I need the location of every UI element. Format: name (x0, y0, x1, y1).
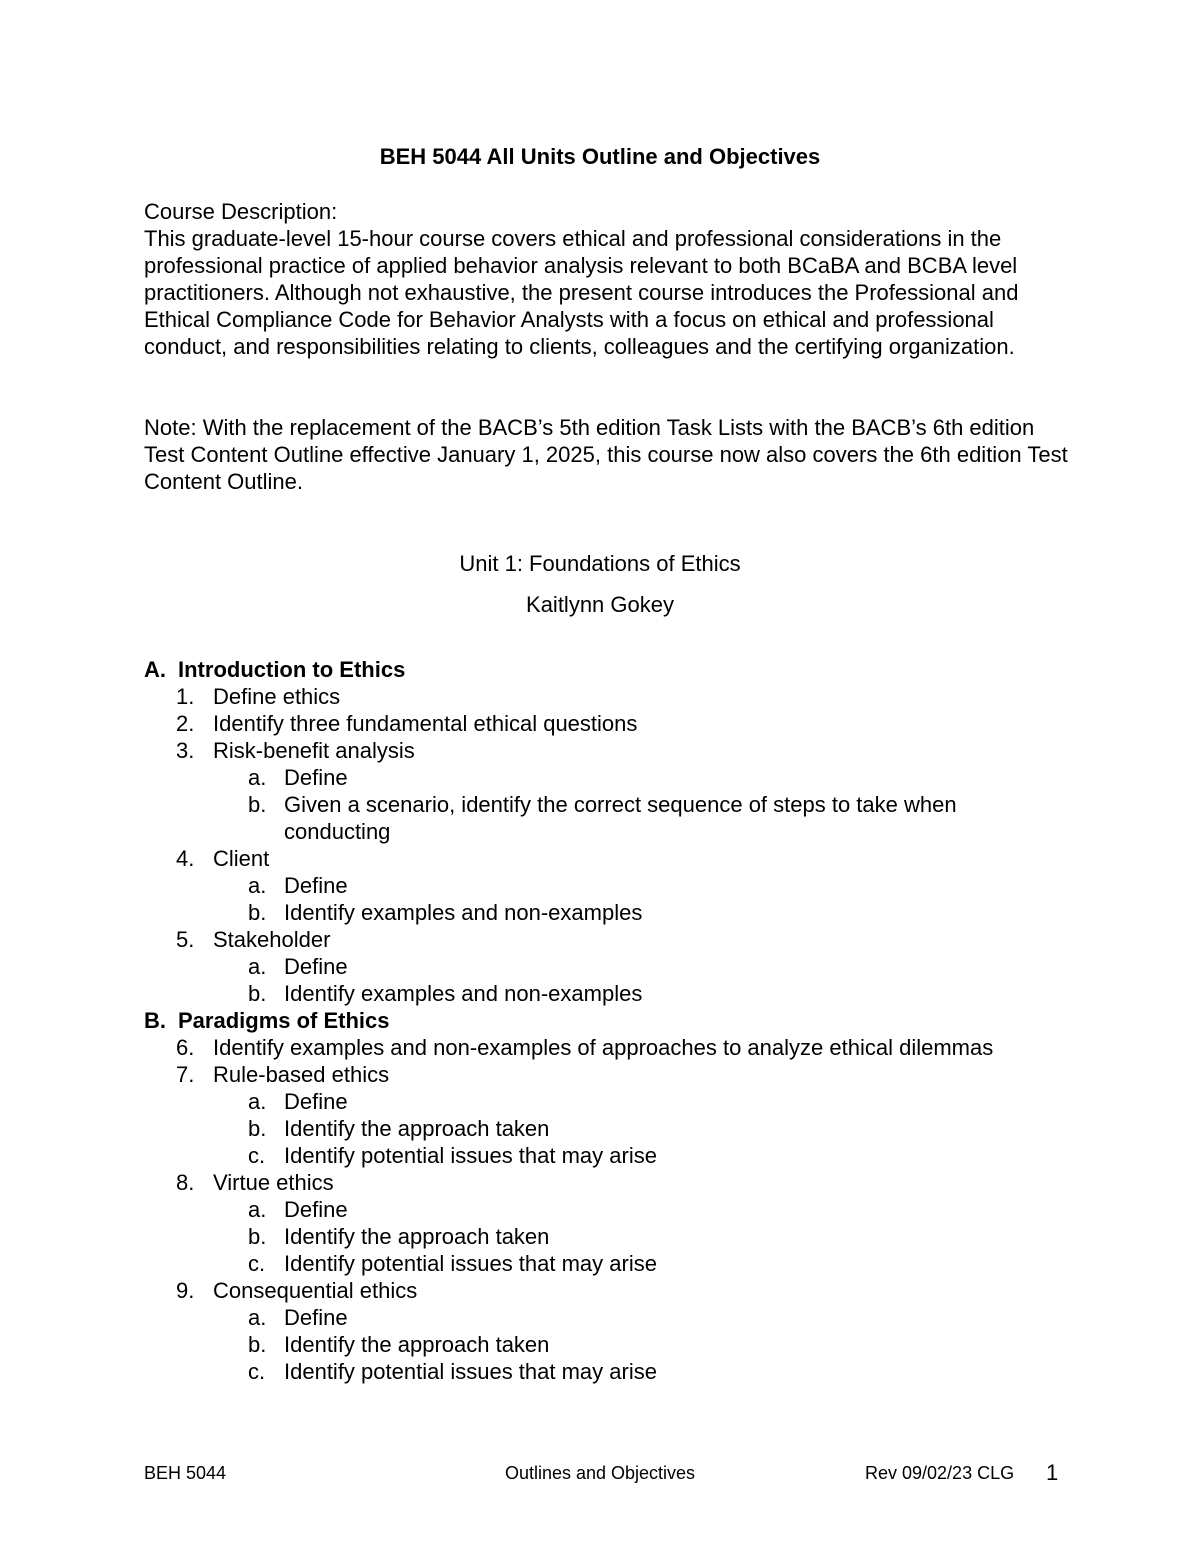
outline-subitem (144, 899, 1084, 926)
outline-subitem (144, 1196, 1084, 1223)
list-marker: 4. (176, 846, 195, 871)
list-marker: 9. (176, 1278, 195, 1303)
list-item-text: Define ethics (213, 684, 341, 709)
outline-objective (144, 710, 1084, 737)
outline-section (144, 1007, 1084, 1034)
list-marker: 8. (176, 1170, 195, 1195)
outline-subitem (144, 1088, 1084, 1115)
outline-objective (144, 1034, 1084, 1061)
list-item-text: Client (213, 846, 270, 871)
unit-author: Kaitlynn Gokey (526, 592, 674, 617)
list-marker: 5. (176, 927, 195, 952)
outline-objective (144, 1061, 1084, 1088)
list-marker: b. (248, 792, 267, 817)
outline-continuation (144, 818, 1084, 845)
outline-subitem (144, 980, 1084, 1007)
outline-subitem (144, 872, 1084, 899)
list-marker: 6. (176, 1035, 195, 1060)
outline-objective (144, 926, 1084, 953)
list-marker: b. (248, 1224, 267, 1249)
outline-subitem (144, 764, 1084, 791)
outline-objective (144, 737, 1084, 764)
list-marker: 7. (176, 1062, 195, 1087)
list-item-text: Identify the approach taken (284, 1224, 550, 1249)
outline-objective (144, 683, 1084, 710)
outline-subitem (144, 1358, 1084, 1385)
document-title: BEH 5044 All Units Outline and Objectives (379, 144, 821, 169)
list-item-text: Define (284, 765, 348, 790)
list-marker: c. (248, 1143, 266, 1168)
list-item-text: Risk-benefit analysis (213, 738, 415, 763)
note-section (144, 414, 1074, 495)
outline-objective (144, 845, 1084, 872)
list-marker: b. (248, 1116, 267, 1141)
list-item-text: Given a scenario, identify the correct sequence of steps to take when (284, 792, 957, 817)
outline-objective (144, 1169, 1084, 1196)
footer-document-name: Outlines and Objectives (504, 1463, 696, 1483)
list-marker: 2. (176, 711, 195, 736)
course-description-section (144, 198, 1074, 360)
outline-subitem (144, 1304, 1084, 1331)
outline-section (144, 656, 1084, 683)
list-item-text: Identify the approach taken (284, 1116, 550, 1141)
list-item-text: Define (284, 954, 348, 979)
objectives-outline (144, 656, 1084, 1385)
list-marker: A. (144, 657, 166, 682)
list-item-text: Stakeholder (213, 927, 331, 952)
footer-revision: Rev 09/02/23 CLG (865, 1463, 1015, 1483)
course-description-label: Course Description: (144, 199, 338, 224)
outline-subitem (144, 791, 1084, 818)
outline-subitem (144, 1331, 1084, 1358)
list-item-text: conducting (284, 819, 391, 844)
list-marker: b. (248, 981, 267, 1006)
list-item-text: Consequential ethics (213, 1278, 418, 1303)
list-item-text: Virtue ethics (213, 1170, 334, 1195)
list-marker: b. (248, 900, 267, 925)
list-item-text: Identify examples and non-examples (284, 981, 643, 1006)
list-marker: c. (248, 1251, 266, 1276)
list-marker: a. (248, 765, 267, 790)
list-item-text: Identify potential issues that may arise (284, 1143, 657, 1168)
list-item-text: Define (284, 1089, 348, 1114)
outline-subitem (144, 1115, 1084, 1142)
list-item-text: Introduction to Ethics (178, 657, 406, 682)
list-item-text: Identify examples and non-examples (284, 900, 643, 925)
list-marker: 1. (176, 684, 195, 709)
note-text: Note: With the replacement of the BACB’s 5th edition Task Lists with the BACB’s 6th edition Test Content Outline effective January 1, 2025, this course now also covers the 6th edition Test Content Outline. (144, 415, 1068, 494)
list-marker: c. (248, 1359, 266, 1384)
list-marker: B. (144, 1008, 166, 1033)
course-description-text: This graduate-level 15-hour course covers ethical and professional considerations in the professional practice of applied behavior analysis relevant to both BCaBA and BCBA level practitioners. Although not exhaustive, the present course introduces the Professional and Ethical Compliance Code for Behavior Analysts with a focus on ethical and professional conduct, and responsibilities relating to clients, colleagues and the certifying organization. (144, 226, 1019, 359)
outline-objective (144, 1277, 1084, 1304)
list-item-text: Define (284, 1305, 348, 1330)
list-item-text: Define (284, 873, 348, 898)
list-marker: a. (248, 1197, 267, 1222)
list-item-text: Paradigms of Ethics (178, 1008, 390, 1033)
list-marker: a. (248, 1305, 267, 1330)
list-item-text: Identify potential issues that may arise (284, 1251, 657, 1276)
list-marker: a. (248, 954, 267, 979)
list-item-text: Identify three fundamental ethical questions (213, 711, 638, 736)
outline-subitem (144, 953, 1084, 980)
list-item-text: Identify potential issues that may arise (284, 1359, 657, 1384)
list-item-text: Define (284, 1197, 348, 1222)
list-item-text: Rule-based ethics (213, 1062, 390, 1087)
list-item-text: Identify the approach taken (284, 1332, 550, 1357)
list-marker: b. (248, 1332, 267, 1357)
unit-title: Unit 1: Foundations of Ethics (459, 551, 741, 576)
footer-course-code: BEH 5044 (144, 1463, 227, 1483)
list-marker: 3. (176, 738, 195, 763)
list-marker: a. (248, 873, 267, 898)
outline-subitem (144, 1142, 1084, 1169)
footer-page-number: 1 (1046, 1460, 1059, 1485)
outline-subitem (144, 1223, 1084, 1250)
list-item-text: Identify examples and non-examples of approaches to analyze ethical dilemmas (213, 1035, 994, 1060)
list-marker: a. (248, 1089, 267, 1114)
outline-subitem (144, 1250, 1084, 1277)
